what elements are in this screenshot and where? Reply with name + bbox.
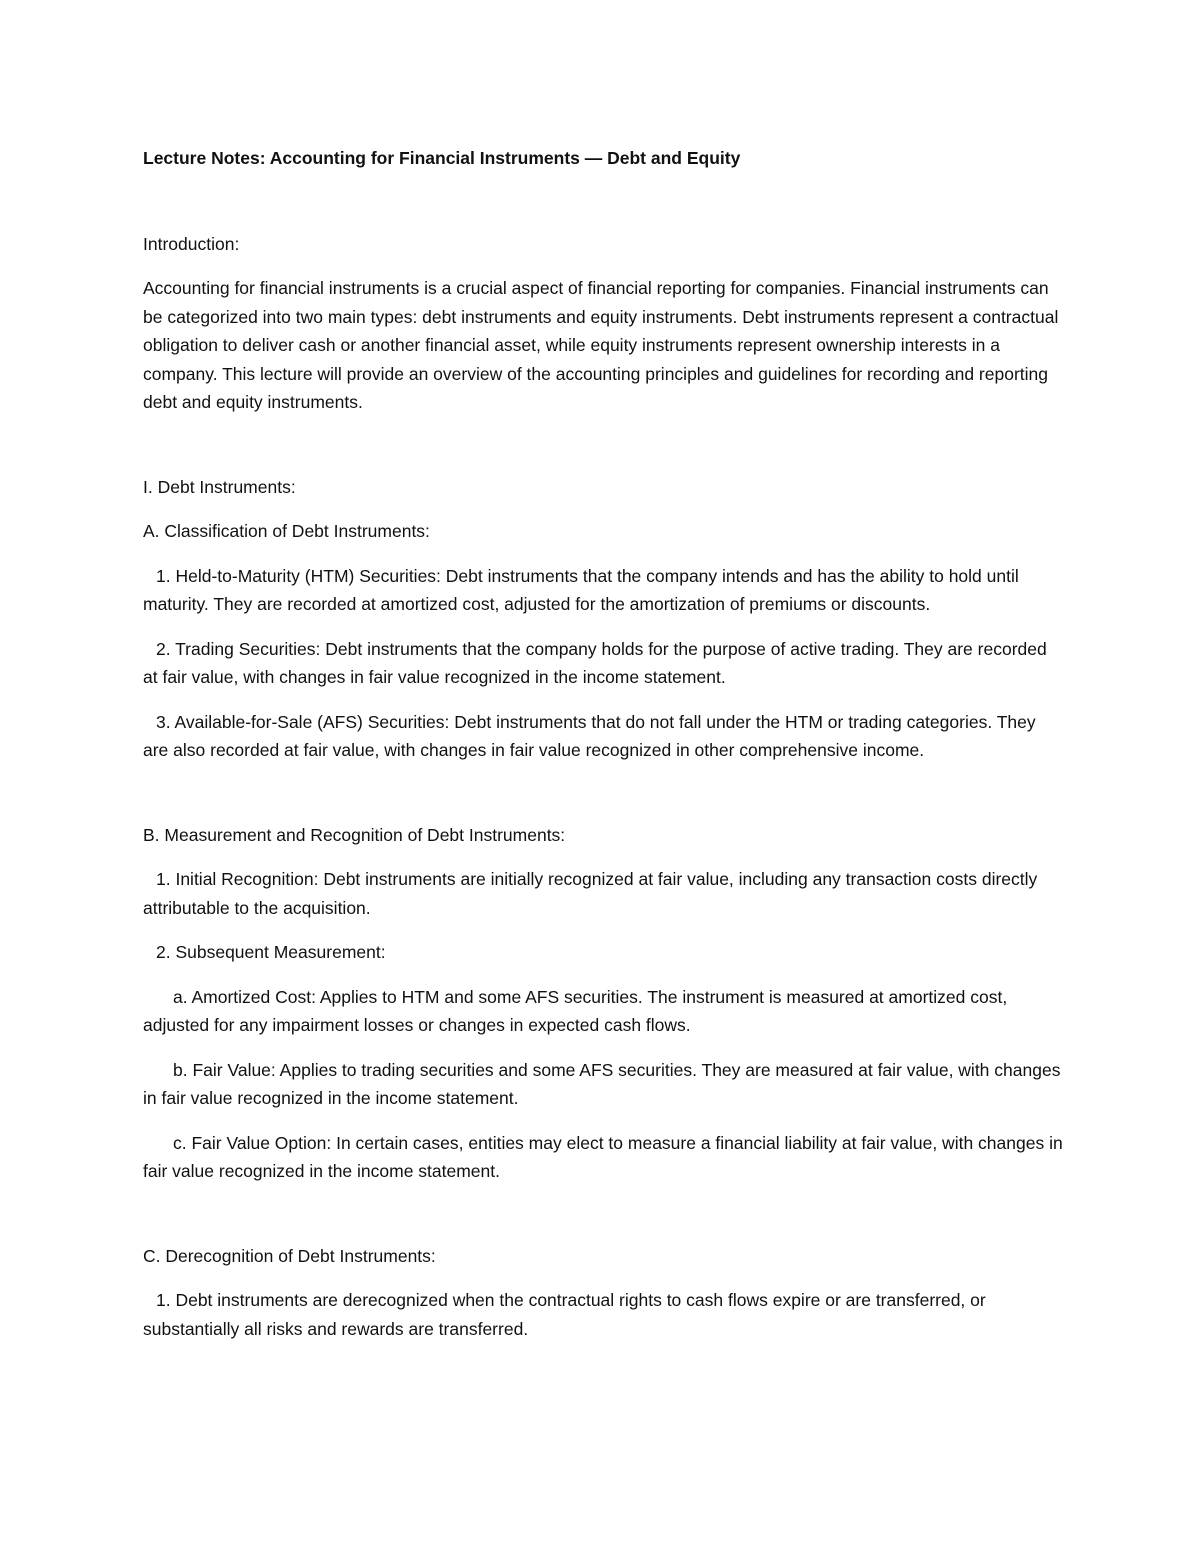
- measurement-subitem-amortized-cost: a. Amortized Cost: Applies to HTM and some AFS securities. The instrument is measured at amortized cost, adjusted for any impairment losses or changes in expected cash flows.: [143, 986, 1008, 1035]
- derecognition-item: 1. Debt instruments are derecognized when the contractual rights to cash flows expire or are transferred, or substantially all risks and rewards are transferred.: [143, 1290, 986, 1339]
- introduction-heading: Introduction:: [143, 233, 240, 254]
- measurement-heading: B. Measurement and Recognition of Debt Instruments:: [143, 824, 566, 845]
- measurement-item-initial-recognition: 1. Initial Recognition: Debt instruments are initially recognized at fair value, including any transaction costs directly attributable to the acquisition.: [143, 869, 1038, 918]
- document-title: Lecture Notes: Accounting for Financial Instruments — Debt and Equity: [143, 148, 741, 168]
- classification-item-afs: 3. Available-for-Sale (AFS) Securities: Debt instruments that do not fall under the HTM or trading categories. They are also recorded at fair value, with changes in fair value recognized in other comprehensive income.: [143, 711, 1036, 760]
- measurement-subitem-fair-value-option: c. Fair Value Option: In certain cases, entities may elect to measure a financial liability at fair value, with changes in fair value recognized in the income statement.: [143, 1132, 1063, 1181]
- derecognition-heading: C. Derecognition of Debt Instruments:: [143, 1245, 436, 1266]
- introduction-paragraph: Accounting for financial instruments is a crucial aspect of financial reporting for companies. Financial instruments can be categorized into two main types: debt instruments and equity instruments. Debt instruments represent a contractual obligation to deliver cash or another financial asset, while equity instruments represent ownership interests in a company. This lecture will provide an overview of the accounting principles and guidelines for recording and reporting debt and equity instruments.: [143, 278, 1059, 412]
- classification-item-htm: 1. Held-to-Maturity (HTM) Securities: Debt instruments that the company intends and has the ability to hold until maturity. They are recorded at amortized cost, adjusted for the amortization of premiums or discounts.: [143, 565, 1019, 614]
- section-debt-instruments-heading: I. Debt Instruments:: [143, 476, 296, 497]
- measurement-subitem-fair-value: b. Fair Value: Applies to trading securities and some AFS securities. They are measured at fair value, with changes in fair value recognized in the income statement.: [143, 1059, 1061, 1108]
- measurement-item-subsequent: 2. Subsequent Measurement:: [156, 942, 386, 962]
- classification-heading: A. Classification of Debt Instruments:: [143, 521, 430, 541]
- classification-item-trading: 2. Trading Securities: Debt instruments that the company holds for the purpose of active trading. They are recorded at fair value, with changes in fair value recognized in the income statement.: [143, 638, 1047, 687]
- document-content: [143, 144, 1063, 1343]
